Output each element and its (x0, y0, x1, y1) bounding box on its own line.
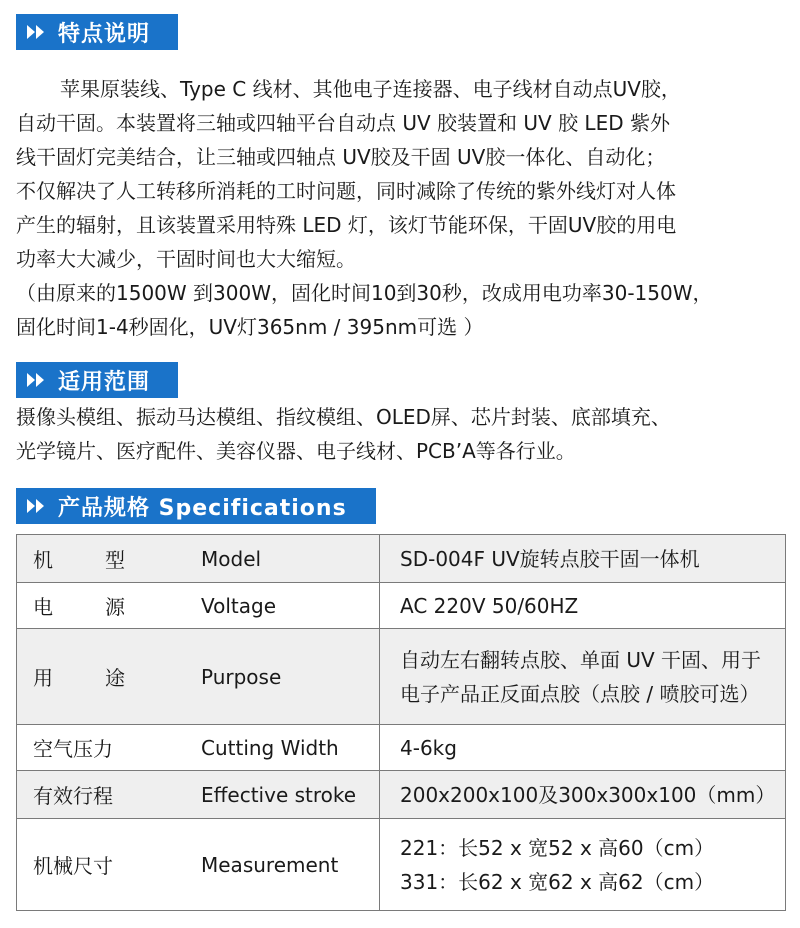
spec-value: SD-004F UV旋转点胶干固一体机 (380, 535, 786, 583)
spec-row-voltage (17, 583, 786, 629)
spec-label: 机械尺寸 (17, 819, 184, 911)
section-title-scope: 适用范围 (58, 369, 151, 395)
scope-line: 光学镜片、医疗配件、美容仪器、电子线材、PCB’A等各行业。 (16, 439, 576, 463)
spec-value: 200x200x100及300x300x100（mm） (380, 771, 786, 819)
spec-label-char: 型 (105, 548, 125, 572)
spec-value-line: 331：长62 x 宽62 x 高62（cm） (400, 869, 715, 894)
features-line: （由原来的1500W 到300W，固化时间10到30秒，改成用电功率30-150W， (16, 281, 713, 305)
spec-label-char: 电 (33, 595, 53, 619)
spec-value (380, 819, 786, 911)
spec-value-line: 221：长52 x 宽52 x 高60（cm） (400, 835, 715, 860)
spec-en-label: Effective stroke (183, 771, 380, 819)
spec-row-model (17, 535, 786, 583)
spec-row-stroke (17, 771, 786, 819)
features-line: 产生的辐射，且该装置采用特殊 LED 灯，该灯节能环保，干固UV胶的用电 (16, 213, 677, 237)
spec-value-line: 电子产品正反面点胶（点胶 / 喷胶可选） (400, 681, 760, 706)
spec-label: 有效行程 (17, 771, 184, 819)
spec-label: 空气压力 (17, 725, 184, 771)
spec-label-char: 源 (105, 595, 125, 619)
spec-table (16, 534, 786, 911)
spec-row-measurement (17, 819, 786, 911)
section-title-specs: 产品规格 Specifications (58, 495, 347, 521)
section-header-scope (16, 362, 178, 398)
double-chevron-right-icon (26, 24, 48, 40)
spec-value: 4-6kg (380, 725, 786, 771)
double-chevron-right-icon (26, 372, 48, 388)
spec-en-label: Voltage (183, 583, 380, 629)
features-line: 自动干固。本装置将三轴或四轴平台自动点 UV 胶装置和 UV 胶 LED 紫外 (16, 111, 670, 135)
spec-value: AC 220V 50/60HZ (380, 583, 786, 629)
spec-label (17, 629, 184, 725)
features-line: 线干固灯完美结合，让三轴或四轴点 UV胶及干固 UV胶一体化、自动化； (16, 145, 666, 169)
spec-label (17, 583, 184, 629)
spec-en-label: Model (183, 535, 380, 583)
spec-row-air-pressure (17, 725, 786, 771)
scope-line: 摄像头模组、振动马达模组、指纹模组、OLED屏、芯片封装、底部填充、 (16, 405, 671, 429)
spec-row-purpose (17, 629, 786, 725)
spec-label (17, 535, 184, 583)
double-chevron-right-icon (26, 498, 48, 514)
scope-paragraph (16, 400, 786, 468)
section-header-features (16, 14, 178, 50)
spec-label-char: 途 (105, 666, 125, 690)
spec-label-char: 用 (33, 666, 53, 690)
section-title-features: 特点说明 (58, 21, 151, 47)
spec-label-char: 机 (33, 548, 53, 572)
spec-en-label: Measurement (183, 819, 380, 911)
spec-value-line: 自动左右翻转点胶、单面 UV 干固、用于 (400, 647, 762, 672)
spec-en-label: Cutting Width (183, 725, 380, 771)
features-paragraph (16, 72, 786, 344)
features-line: 固化时间1-4秒固化，UV灯365nm / 395nm可选 ） (16, 315, 484, 339)
features-line: 功率大大减少，干固时间也大大缩短。 (16, 247, 356, 271)
spec-en-label: Purpose (183, 629, 380, 725)
spec-value (380, 629, 786, 725)
section-header-specs (16, 488, 376, 524)
features-line: 苹果原装线、Type C 线材、其他电子连接器、电子线材自动点UV胶， (60, 77, 681, 101)
features-line: 不仅解决了人工转移所消耗的工时问题，同时减除了传统的紫外线灯对人体 (16, 179, 676, 203)
